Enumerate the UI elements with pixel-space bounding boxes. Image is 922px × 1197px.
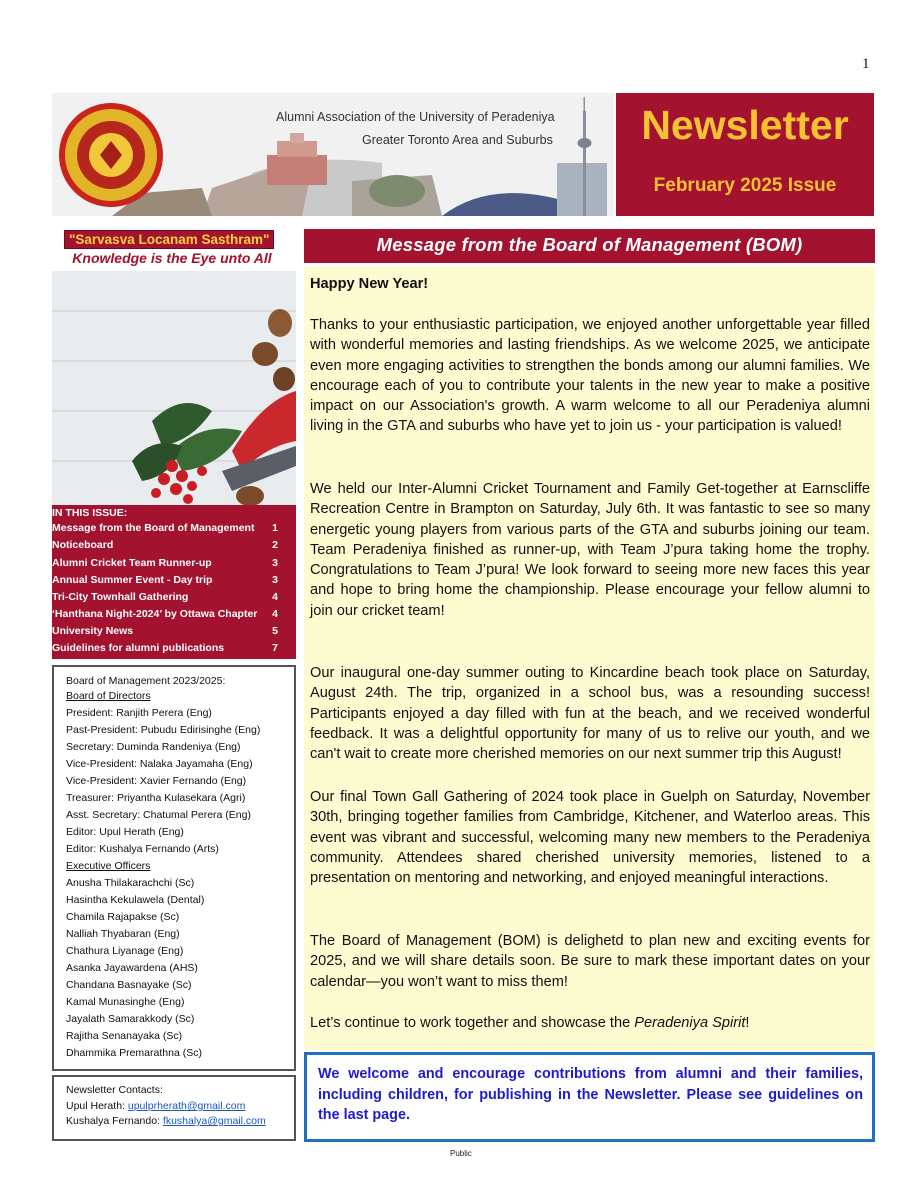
message-paragraph: Thanks to your enthusiastic participation, we enjoyed another unforgettable year filled with wonderful memories and lasting friendships. As we welcome 2025, we anticipate even more engaging activities to strengthen the bonds among our alumni families. We encourage each of you to contribute your talents in the new year to make a positive impact on our Association's growth. A warm welcome to all our Peradeniya alumni living in the GTA and suburbs who have yet to join us - your participation is valued! — [310, 317, 870, 435]
newsletter-title: Newsletter — [641, 102, 849, 148]
bom-heading: Message from the Board of Management (BOM) — [376, 234, 803, 255]
contacts-title: Newsletter Contacts: — [66, 1084, 163, 1096]
toc-item[interactable] — [52, 574, 292, 590]
director-entry: Secretary: Duminda Randeniya (Eng) — [66, 741, 241, 753]
greeting: Happy New Year! — [310, 276, 429, 292]
motto-sanskrit: "Sarvasva Locanam Sasthram" — [64, 230, 274, 249]
toc-item-label: Tri-City Townhall Gathering — [52, 591, 189, 603]
message-paragraph: The Board of Management (BOM) is delighetd to plan new and exciting events for 2025, and we will share details soon. Be sure to mark these important dates on your calendar—you won’t want to miss them! — [310, 933, 870, 990]
closing-punctuation: ! — [745, 1015, 750, 1031]
contribution-note: We welcome and encourage contributions from alumni and their families, including children, for publishing in the Newsletter. Please see guidelines on the last page. — [318, 1066, 863, 1123]
toc-item[interactable] — [52, 608, 292, 624]
message-paragraph: Our final Town Gall Gathering of 2024 took place in Guelph on Saturday, November 30th, bringing together families from Cambridge, Kitchener, and Waterloo areas. This event was vibrant and successful, welcoming many new members to the Peradeniya community. Attendees shared cherished university memories, listened to a presentation on mentoring and networking, and enjoyed meaningful interactions. — [310, 789, 870, 887]
officers-heading: Executive Officers — [66, 860, 151, 872]
director-entry: Vice-President: Xavier Fernando (Eng) — [66, 775, 247, 787]
toc-item-page: 5 — [272, 625, 278, 637]
closing-emphasis: Peradeniya Spirit — [634, 1015, 746, 1031]
officer-entry: Anusha Thilakarachchi (Sc) — [66, 877, 195, 889]
officer-entry: Kamal Munasinghe (Eng) — [66, 996, 185, 1008]
toc-item-page: 3 — [272, 574, 278, 586]
board-title: Board of Management 2023/2025: — [66, 675, 226, 687]
contact-row — [66, 1100, 245, 1112]
toc-item-page: 1 — [272, 522, 278, 534]
message-paragraph: We held our Inter-Alumni Cricket Tournament and Family Get-together at Earnscliffe Recreation Centre in Brampton on Saturday, July 6th. It was fantastic to see so many energetic young players from various parts of the GTA and suburbs joining our team. Team Peradeniya finished as runner-up, with Team J’pura taking home the trophy. Congratulations to Team J’pura! We look forward to seeing more new faces this year and hope to bring home the championship. Please encourage your fellow alumni to join our cricket team! — [310, 481, 870, 619]
association-region: Greater Toronto Area and Suburbs — [362, 133, 553, 147]
director-entry: Treasurer: Priyantha Kulasekara (Agri) — [66, 792, 246, 804]
page-number: 1 — [862, 56, 870, 72]
toc-item[interactable] — [52, 522, 292, 538]
toc-item[interactable] — [52, 591, 292, 607]
officer-entry: Hasintha Kekulawela (Dental) — [66, 894, 205, 906]
contact-row — [66, 1115, 266, 1127]
contact-email-link[interactable]: upulprherath@gmail.com — [127, 1100, 246, 1112]
contact-name: Upul Herath: — [66, 1100, 128, 1112]
toc-item-label: University News — [52, 625, 134, 637]
director-entry: Editor: Upul Herath (Eng) — [66, 826, 184, 838]
toc-item-page: 2 — [272, 539, 278, 551]
toc-title: IN THIS ISSUE: — [52, 507, 128, 519]
toc-item-page: 4 — [272, 608, 278, 620]
contact-name: Kushalya Fernando: — [66, 1115, 163, 1127]
christmas-decoration-photo — [52, 271, 296, 505]
closing-text: Let’s continue to work together and showcase the — [310, 1015, 635, 1031]
toc-item-page: 7 — [272, 642, 278, 654]
officer-entry: Chamila Rajapakse (Sc) — [66, 911, 180, 923]
toc-item-page: 3 — [272, 557, 278, 569]
officer-entry: Jayalath Samarakkody (Sc) — [66, 1013, 195, 1025]
director-entry: Editor: Kushalya Fernando (Arts) — [66, 843, 219, 855]
officer-entry: Rajitha Senanayaka (Sc) — [66, 1030, 183, 1042]
officer-entry: Asanka Jayawardena (AHS) — [66, 962, 198, 974]
newsletter-contacts-box — [52, 1075, 296, 1141]
toc-item[interactable] — [52, 539, 292, 555]
officer-entry: Nalliah Thyabaran (Eng) — [66, 928, 180, 940]
issue-label: February 2025 Issue — [653, 175, 837, 196]
directors-heading: Board of Directors — [66, 690, 151, 702]
contact-email-link[interactable]: fkushalya@gmail.com — [162, 1115, 266, 1127]
board-of-management-box — [52, 665, 296, 1071]
toc-item-label: Alumni Cricket Team Runner-up — [52, 557, 212, 569]
toc-item[interactable] — [52, 557, 292, 573]
director-entry: Past-President: Pubudu Edirisinghe (Eng) — [66, 724, 261, 736]
toc-item-label: Guidelines for alumni publications — [52, 642, 225, 654]
toc-item-label: ‘Hanthana Night-2024’ by Ottawa Chapter — [52, 608, 258, 620]
toc-item-label: Noticeboard — [52, 539, 114, 551]
toc-item-label: Message from the Board of Management — [52, 522, 255, 534]
officer-entry: Chathura Liyanage (Eng) — [66, 945, 184, 957]
message-closing — [310, 1013, 870, 1033]
officer-entry: Chandana Basnayake (Sc) — [66, 979, 192, 991]
association-name: Alumni Association of the University of Peradeniya — [276, 110, 555, 124]
in-this-issue-panel — [52, 505, 296, 659]
toc-item[interactable] — [52, 625, 292, 641]
classification-label: Public — [450, 1149, 472, 1158]
director-entry: Asst. Secretary: Chatumal Perera (Eng) — [66, 809, 251, 821]
message-paragraph: Our inaugural one-day summer outing to Kincardine beach took place on Saturday, August 24th. The trip, organized in a school bus, was a resounding success! Participants enjoyed a day filled with fun at the beach, and we received wonderful feedback. It was a delightful opportunity for many of us to relive our youth, and we can't wait to create more cherished memories on our next summer trip this August! — [310, 665, 870, 763]
toc-item[interactable] — [52, 642, 292, 658]
director-entry: President: Ranjith Perera (Eng) — [66, 707, 212, 719]
toc-item-label: Annual Summer Event - Day trip — [52, 574, 213, 586]
officer-entry: Dhammika Premarathna (Sc) — [66, 1047, 202, 1059]
toc-item-page: 4 — [272, 591, 278, 603]
motto-english: Knowledge is the Eye unto All — [72, 250, 272, 266]
director-entry: Vice-President: Nalaka Jayamaha (Eng) — [66, 758, 253, 770]
